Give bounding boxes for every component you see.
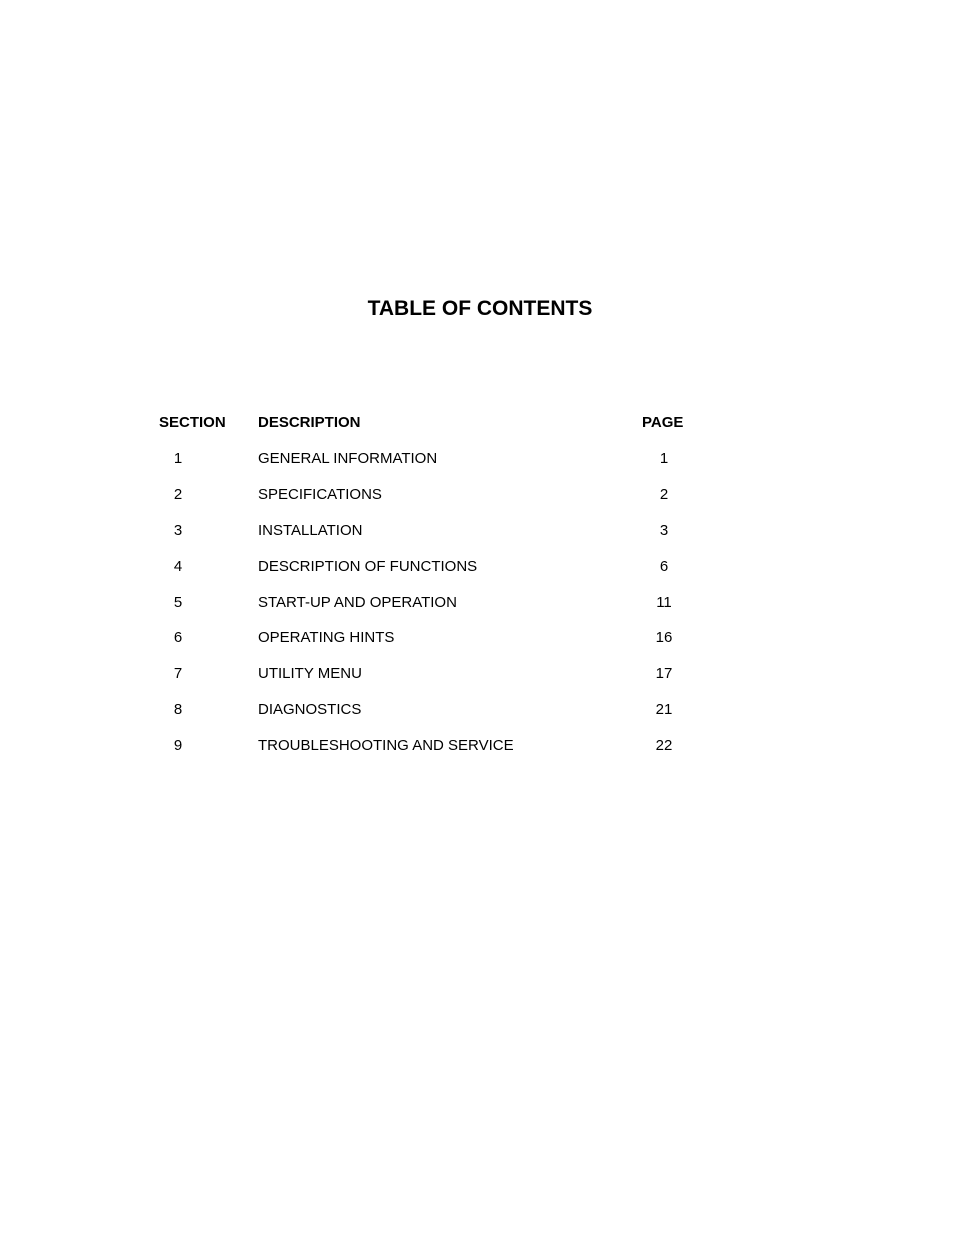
header-section: SECTION bbox=[159, 414, 226, 431]
table-row bbox=[0, 700, 954, 720]
row-description: OPERATING HINTS bbox=[258, 629, 395, 646]
row-description: UTILITY MENU bbox=[258, 665, 362, 682]
row-section-number: 2 bbox=[173, 486, 183, 503]
table-row bbox=[0, 736, 954, 756]
row-page-number: 11 bbox=[656, 594, 672, 611]
row-description: TROUBLESHOOTING AND SERVICE bbox=[258, 737, 514, 754]
row-page-number: 17 bbox=[655, 665, 673, 682]
row-page-number: 21 bbox=[655, 701, 673, 718]
row-section-number: 1 bbox=[173, 450, 183, 467]
table-row bbox=[0, 593, 954, 613]
row-section-number: 5 bbox=[173, 594, 183, 611]
table-row bbox=[0, 628, 954, 648]
table-row bbox=[0, 521, 954, 541]
table-row bbox=[0, 485, 954, 505]
row-page-number: 1 bbox=[659, 450, 669, 467]
row-page-number: 22 bbox=[655, 737, 673, 754]
page-title: TABLE OF CONTENTS bbox=[367, 297, 593, 320]
row-page-number: 2 bbox=[659, 486, 669, 503]
row-section-number: 9 bbox=[173, 737, 183, 754]
header-page: PAGE bbox=[642, 414, 684, 431]
table-header bbox=[0, 413, 954, 433]
table-row bbox=[0, 664, 954, 684]
row-section-number: 3 bbox=[173, 522, 183, 539]
row-section-number: 7 bbox=[173, 665, 183, 682]
row-page-number: 6 bbox=[659, 558, 669, 575]
header-description: DESCRIPTION bbox=[258, 414, 361, 431]
row-section-number: 8 bbox=[173, 701, 183, 718]
table-row bbox=[0, 449, 954, 469]
row-page-number: 16 bbox=[655, 629, 673, 646]
row-description: DESCRIPTION OF FUNCTIONS bbox=[258, 558, 478, 575]
row-page-number: 3 bbox=[659, 522, 669, 539]
row-description: DIAGNOSTICS bbox=[258, 701, 362, 718]
row-section-number: 6 bbox=[173, 629, 183, 646]
row-description: INSTALLATION bbox=[258, 522, 363, 539]
row-description: SPECIFICATIONS bbox=[258, 486, 382, 503]
table-row bbox=[0, 557, 954, 577]
row-section-number: 4 bbox=[173, 558, 183, 575]
row-description: START-UP AND OPERATION bbox=[258, 594, 457, 611]
row-description: GENERAL INFORMATION bbox=[258, 450, 438, 467]
